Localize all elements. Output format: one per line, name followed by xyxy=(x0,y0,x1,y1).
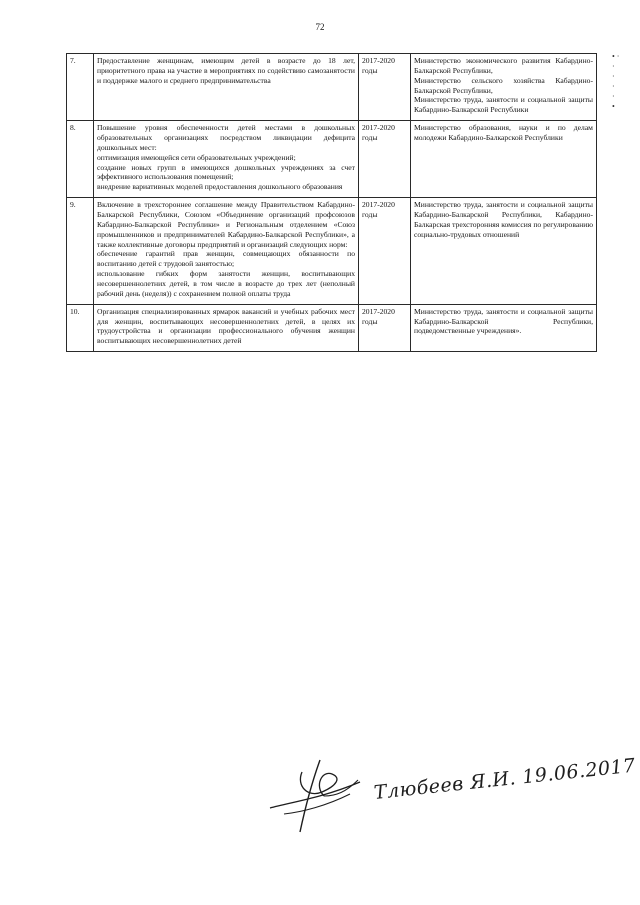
handwritten-signature xyxy=(262,752,637,842)
action-text: использование гибких форм занятости женщин, воспитывающих несовершеннолетних детей, в том числе в возрасте до трех лет (неполный рабочий день (неделя)) с сохранением полной оплаты труда xyxy=(97,269,355,298)
action-text: Организация специализированных ярмарок вакансий и учебных рабочих мест для женщин, воспитывающих несовершеннолетних детей, в целях их трудоустройства и организации профессионального обучения женщин воспитывающих несовершеннолетних детей xyxy=(97,306,355,346)
responsible-text: Министерство труда, занятости и социальной защиты Кабардино-Балкарской Республики, Кабардино-Балкарская трехсторонняя комиссия по регулированию социально-трудовых отношений xyxy=(414,200,593,239)
page-number: 72 xyxy=(315,22,325,32)
margin-marks: • · · · · · • xyxy=(612,52,620,111)
period-cell: 2017-2020 годы xyxy=(359,304,411,351)
row-number: 9. xyxy=(67,198,94,305)
action-cell xyxy=(94,121,359,198)
responsible-text: Министерство труда, занятости и социальной защиты Кабардино-Балкарской Республики, подведомственные учреждения». xyxy=(414,306,593,336)
action-text: Предоставление женщинам, имеющим детей в возрасте до 18 лет, приоритетного права на участие в мероприятиях по содействию самозанятости и поддержке малого и среднего предпринимательства xyxy=(97,56,355,85)
action-cell xyxy=(94,198,359,305)
measures-table xyxy=(66,53,597,352)
action-text: внедрение вариативных моделей предоставления дошкольного образования xyxy=(97,182,343,192)
signature-scrawl-icon xyxy=(262,752,382,842)
row-number: 8. xyxy=(67,121,94,198)
responsible-text: Министерство образования, науки и по делам молодежи Кабардино-Балкарской Республики xyxy=(414,123,593,143)
responsible-cell xyxy=(411,54,597,121)
responsible-cell xyxy=(411,198,597,305)
table-row xyxy=(67,304,597,351)
action-text: обеспечение гарантий прав женщин, совмещающих обязанности по воспитанию детей с трудовой занятостью; xyxy=(97,249,355,269)
signature-name-date: Тлюбеев Я.И. 19.06.2017 xyxy=(372,754,637,804)
responsible-text: Министерство экономического развития Кабардино-Балкарской Республики, xyxy=(414,56,593,75)
period-cell: 2017-2020 годы xyxy=(359,54,411,121)
responsible-cell xyxy=(411,121,597,198)
period-cell: 2017-2020 годы xyxy=(359,121,411,198)
action-text: оптимизация имеющейся сети образовательных учреждений; xyxy=(97,152,296,162)
action-text: Повышение уровня обеспеченности детей местами в дошкольных образовательных организациях посредством ликвидации дефицита дошкольных мест: xyxy=(97,123,355,152)
action-text: Включение в трехстороннее соглашение между Правительством Кабардино-Балкарской Республики, Союзом «Объединение организаций профсоюзов Кабардино-Балкарской Республики» и Региональным отделением «Союз промышленников и предпринимателей Кабардино-Балкарской Республики», а также коллективные договоры предприятий и организаций следующих норм: xyxy=(97,200,355,249)
responsible-text: Министерство сельского хозяйства Кабардино-Балкарской Республики, xyxy=(414,75,593,95)
responsible-cell xyxy=(411,304,597,351)
action-text: создание новых групп в имеющихся дошкольных учреждениях за счет эффективного использования помещений; xyxy=(97,162,355,182)
responsible-text: Министерство труда, занятости и социальной защиты Кабардино-Балкарской Республики xyxy=(414,95,593,115)
table-row xyxy=(67,198,597,305)
row-number: 10. xyxy=(67,304,94,351)
action-cell xyxy=(94,304,359,351)
table-row xyxy=(67,121,597,198)
period-cell: 2017-2020 годы xyxy=(359,198,411,305)
table-row xyxy=(67,54,597,121)
action-cell xyxy=(94,54,359,121)
row-number: 7. xyxy=(67,54,94,121)
